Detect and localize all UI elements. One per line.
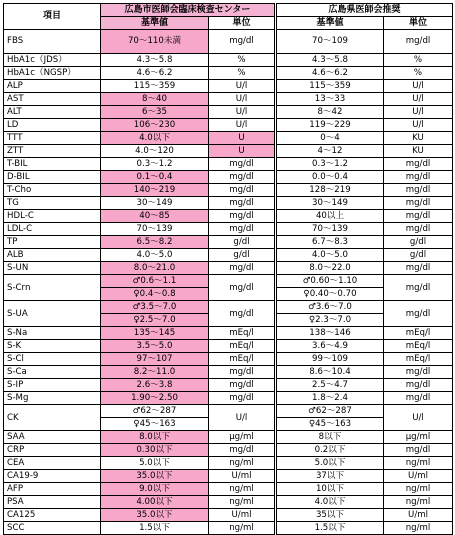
- table-row: [4, 54, 453, 67]
- pref-unit: mg/dl: [384, 275, 453, 301]
- pref-ref: 8～42: [276, 106, 384, 119]
- table-row: [4, 93, 453, 106]
- center-unit: mg/dl: [209, 379, 276, 392]
- center-ref: 9.0以下: [101, 483, 209, 496]
- table-row: [4, 236, 453, 249]
- reference-values-table: [3, 3, 453, 535]
- table-row: [4, 496, 453, 509]
- item-name: S-Crn: [4, 275, 101, 301]
- center-unit: U/ml: [209, 509, 276, 522]
- center-unit: g/dl: [209, 236, 276, 249]
- item-name: PSA: [4, 496, 101, 509]
- center-ref: 35.0以下: [101, 509, 209, 522]
- center-unit: mg/dl: [209, 275, 276, 301]
- group-header-prefecture: 広島県医師会推奨: [276, 4, 453, 17]
- center-unit: U/l: [209, 106, 276, 119]
- item-name: CA19-9: [4, 470, 101, 483]
- reference-values-document: [3, 3, 452, 535]
- item-name: HbA1c（JDS）: [4, 54, 101, 67]
- pref-unit: mg/dl: [384, 366, 453, 379]
- item-name: TP: [4, 236, 101, 249]
- table-row: [4, 483, 453, 496]
- pref-ref: 0.0～0.4: [276, 171, 384, 184]
- item-name: LDL-C: [4, 223, 101, 236]
- pref-unit: ng/ml: [384, 522, 453, 535]
- pref-unit: mg/dl: [384, 30, 453, 54]
- pref-unit: ng/ml: [384, 457, 453, 470]
- center-unit: ng/ml: [209, 496, 276, 509]
- table-row: [4, 171, 453, 184]
- pref-unit: mg/dl: [384, 223, 453, 236]
- pref-ref: 2.5～4.7: [276, 379, 384, 392]
- center-unit: mg/dl: [209, 262, 276, 275]
- center-unit: U/l: [209, 93, 276, 106]
- table-row: [4, 431, 453, 444]
- center-ref: 135～145: [101, 327, 209, 340]
- table-row: [4, 145, 453, 158]
- pref-ref: 10以下: [276, 483, 384, 496]
- center-ref: 35.0以下: [101, 470, 209, 483]
- pref-ref: 4.0以下: [276, 496, 384, 509]
- pref-ref: 1.5以下: [276, 522, 384, 535]
- table-row: [4, 340, 453, 353]
- center-ref-male: ♂0.6～1.1: [101, 275, 209, 288]
- col-header-pref-unit: 単位: [384, 17, 453, 30]
- pref-unit: KU: [384, 145, 453, 158]
- pref-unit: mEq/l: [384, 353, 453, 366]
- center-ref: 1.5以下: [101, 522, 209, 535]
- table-row: [4, 379, 453, 392]
- pref-unit: mg/dl: [384, 158, 453, 171]
- center-unit: mEq/l: [209, 340, 276, 353]
- pref-unit: mg/dl: [384, 197, 453, 210]
- pref-ref: 8以下: [276, 431, 384, 444]
- center-ref: 0.3～1.2: [101, 158, 209, 171]
- pref-unit: mg/dl: [384, 392, 453, 405]
- center-unit: mg/dl: [209, 301, 276, 327]
- center-ref: 140～219: [101, 184, 209, 197]
- col-header-item: 項目: [4, 4, 101, 30]
- center-unit: %: [209, 67, 276, 80]
- center-unit: mg/dl: [209, 184, 276, 197]
- pref-unit: mg/dl: [384, 184, 453, 197]
- center-unit: mg/dl: [209, 197, 276, 210]
- center-unit: μg/ml: [209, 431, 276, 444]
- center-unit: ng/ml: [209, 457, 276, 470]
- pref-ref: 70～109: [276, 30, 384, 54]
- item-name: SAA: [4, 431, 101, 444]
- pref-unit: g/dl: [384, 249, 453, 262]
- pref-ref: 70～139: [276, 223, 384, 236]
- item-name: S-UN: [4, 262, 101, 275]
- center-ref: 4.0～5.0: [101, 249, 209, 262]
- item-name: ALT: [4, 106, 101, 119]
- table-row: [4, 158, 453, 171]
- pref-ref: 5.0以下: [276, 457, 384, 470]
- pref-ref: 1.8～2.4: [276, 392, 384, 405]
- center-unit: mg/dl: [209, 392, 276, 405]
- pref-ref: 99～109: [276, 353, 384, 366]
- table-row: [4, 119, 453, 132]
- pref-ref-male: ♂62～287: [276, 405, 384, 418]
- center-ref: 8.0～21.0: [101, 262, 209, 275]
- center-unit: mg/dl: [209, 444, 276, 457]
- table-row: [4, 197, 453, 210]
- table-row: [4, 223, 453, 236]
- table-body: [4, 30, 453, 535]
- pref-unit: U/l: [384, 106, 453, 119]
- center-ref: 8.0以下: [101, 431, 209, 444]
- center-unit: mg/dl: [209, 171, 276, 184]
- center-unit: U: [209, 145, 276, 158]
- center-ref: 5.0以下: [101, 457, 209, 470]
- item-name: ZTT: [4, 145, 101, 158]
- pref-unit: ng/ml: [384, 483, 453, 496]
- center-unit: mg/dl: [209, 30, 276, 54]
- center-unit: U: [209, 132, 276, 145]
- center-ref: 97～107: [101, 353, 209, 366]
- pref-unit: U/ml: [384, 509, 453, 522]
- pref-ref: 128～219: [276, 184, 384, 197]
- pref-ref: 4～12: [276, 145, 384, 158]
- center-ref: 115～359: [101, 80, 209, 93]
- pref-ref: 0.3～1.2: [276, 158, 384, 171]
- pref-unit: mg/dl: [384, 379, 453, 392]
- pref-ref-female: ♀45～163: [276, 418, 384, 431]
- item-name: CK: [4, 405, 101, 431]
- table-row: [4, 132, 453, 145]
- pref-unit: U/l: [384, 405, 453, 431]
- center-unit: %: [209, 54, 276, 67]
- table-row: [4, 470, 453, 483]
- table-row: [4, 392, 453, 405]
- center-ref: 8～40: [101, 93, 209, 106]
- pref-ref-male: ♂0.60～1.10: [276, 275, 384, 288]
- pref-unit: U/l: [384, 119, 453, 132]
- table-row: [4, 366, 453, 379]
- pref-unit: mEq/l: [384, 327, 453, 340]
- center-ref: 0.30以下: [101, 444, 209, 457]
- center-ref-male: ♂3.5～7.0: [101, 301, 209, 314]
- item-name: T-Cho: [4, 184, 101, 197]
- center-ref: 4.0～120: [101, 145, 209, 158]
- center-unit: U/ml: [209, 470, 276, 483]
- item-name: T-BIL: [4, 158, 101, 171]
- table-row: [4, 30, 453, 54]
- center-ref: 70～110未満: [101, 30, 209, 54]
- pref-ref: 13～33: [276, 93, 384, 106]
- table-row: [4, 457, 453, 470]
- pref-ref: 8.6～10.4: [276, 366, 384, 379]
- item-name: S-Cl: [4, 353, 101, 366]
- center-unit: U/l: [209, 405, 276, 431]
- item-name: HbA1c（NGSP）: [4, 67, 101, 80]
- center-ref: 3.5～5.0: [101, 340, 209, 353]
- pref-unit: KU: [384, 132, 453, 145]
- pref-unit: μg/ml: [384, 431, 453, 444]
- center-ref-female: ♀0.4～0.8: [101, 288, 209, 301]
- pref-ref: 30～149: [276, 197, 384, 210]
- center-ref: 6～35: [101, 106, 209, 119]
- table-row: [4, 249, 453, 262]
- center-ref: 0.1～0.4: [101, 171, 209, 184]
- item-name: S-Mg: [4, 392, 101, 405]
- table-row: [4, 327, 453, 340]
- center-unit: mg/dl: [209, 223, 276, 236]
- center-unit: mEq/l: [209, 353, 276, 366]
- pref-ref: 119～229: [276, 119, 384, 132]
- table-row: [4, 522, 453, 535]
- pref-unit: ng/ml: [384, 496, 453, 509]
- pref-ref-male: ♂3.6～7.0: [276, 301, 384, 314]
- item-name: CEA: [4, 457, 101, 470]
- pref-unit: mg/dl: [384, 444, 453, 457]
- group-header-center: 広島市医師会臨床検査センター: [101, 4, 276, 17]
- pref-unit: mg/dl: [384, 301, 453, 327]
- pref-ref: 4.3～5.8: [276, 54, 384, 67]
- col-header-center-ref: 基準値: [101, 17, 209, 30]
- item-name: LD: [4, 119, 101, 132]
- table-row: [4, 405, 453, 418]
- item-name: ALP: [4, 80, 101, 93]
- item-name: AFP: [4, 483, 101, 496]
- pref-ref-female: ♀2.3～7.0: [276, 314, 384, 327]
- pref-unit: %: [384, 67, 453, 80]
- center-ref: 6.5～8.2: [101, 236, 209, 249]
- center-ref: 30～149: [101, 197, 209, 210]
- pref-ref: 6.7～8.3: [276, 236, 384, 249]
- pref-unit: mg/dl: [384, 171, 453, 184]
- table-row: [4, 80, 453, 93]
- center-ref: 70～139: [101, 223, 209, 236]
- item-name: FBS: [4, 30, 101, 54]
- center-unit: mg/dl: [209, 210, 276, 223]
- table-row: [4, 67, 453, 80]
- table-row: [4, 262, 453, 275]
- item-name: SCC: [4, 522, 101, 535]
- item-name: HDL-C: [4, 210, 101, 223]
- pref-unit: mEq/l: [384, 340, 453, 353]
- pref-ref: 4.0～5.0: [276, 249, 384, 262]
- item-name: S-K: [4, 340, 101, 353]
- col-header-center-unit: 単位: [209, 17, 276, 30]
- center-ref: 4.6～6.2: [101, 67, 209, 80]
- item-name: TTT: [4, 132, 101, 145]
- item-name: AST: [4, 93, 101, 106]
- center-ref: 4.00以下: [101, 496, 209, 509]
- pref-unit: mg/dl: [384, 210, 453, 223]
- item-name: CA125: [4, 509, 101, 522]
- pref-unit: mg/dl: [384, 262, 453, 275]
- center-ref-female: ♀2.5～7.0: [101, 314, 209, 327]
- center-ref: 1.90～2.50: [101, 392, 209, 405]
- pref-ref: 4.6～6.2: [276, 67, 384, 80]
- item-name: S-Ca: [4, 366, 101, 379]
- pref-ref: 35以下: [276, 509, 384, 522]
- center-ref: 2.6～3.8: [101, 379, 209, 392]
- item-name: ALB: [4, 249, 101, 262]
- center-ref: 106～230: [101, 119, 209, 132]
- center-unit: mEq/l: [209, 327, 276, 340]
- table-row: [4, 509, 453, 522]
- pref-ref: 138～146: [276, 327, 384, 340]
- table-row: [4, 275, 453, 288]
- item-name: TG: [4, 197, 101, 210]
- pref-unit: U/l: [384, 80, 453, 93]
- pref-ref: 0.2以下: [276, 444, 384, 457]
- center-unit: ng/ml: [209, 483, 276, 496]
- pref-ref: 37以下: [276, 470, 384, 483]
- item-name: S-Na: [4, 327, 101, 340]
- table-row: [4, 301, 453, 314]
- center-unit: g/dl: [209, 249, 276, 262]
- table-row: [4, 444, 453, 457]
- center-ref: 8.2～11.0: [101, 366, 209, 379]
- center-unit: mg/dl: [209, 366, 276, 379]
- item-name: CRP: [4, 444, 101, 457]
- pref-unit: U/l: [384, 93, 453, 106]
- item-name: S-UA: [4, 301, 101, 327]
- col-header-pref-ref: 基準値: [276, 17, 384, 30]
- pref-unit: U/ml: [384, 470, 453, 483]
- center-ref: 4.0以下: [101, 132, 209, 145]
- center-unit: U/l: [209, 119, 276, 132]
- center-ref: 4.3～5.8: [101, 54, 209, 67]
- table-row: [4, 210, 453, 223]
- center-ref: 40～85: [101, 210, 209, 223]
- center-unit: ng/ml: [209, 522, 276, 535]
- center-unit: mg/dl: [209, 158, 276, 171]
- table-row: [4, 184, 453, 197]
- table-row: [4, 353, 453, 366]
- item-name: S-IP: [4, 379, 101, 392]
- pref-ref: 115～359: [276, 80, 384, 93]
- pref-ref-female: ♀0.40～0.70: [276, 288, 384, 301]
- center-unit: U/l: [209, 80, 276, 93]
- table-row: [4, 106, 453, 119]
- item-name: D-BIL: [4, 171, 101, 184]
- pref-ref: 0～4: [276, 132, 384, 145]
- pref-unit: %: [384, 54, 453, 67]
- pref-ref: 8.0～22.0: [276, 262, 384, 275]
- center-ref-female: ♀45～163: [101, 418, 209, 431]
- pref-ref: 40以上: [276, 210, 384, 223]
- center-ref-male: ♂62～287: [101, 405, 209, 418]
- pref-unit: g/dl: [384, 236, 453, 249]
- pref-ref: 3.6～4.9: [276, 340, 384, 353]
